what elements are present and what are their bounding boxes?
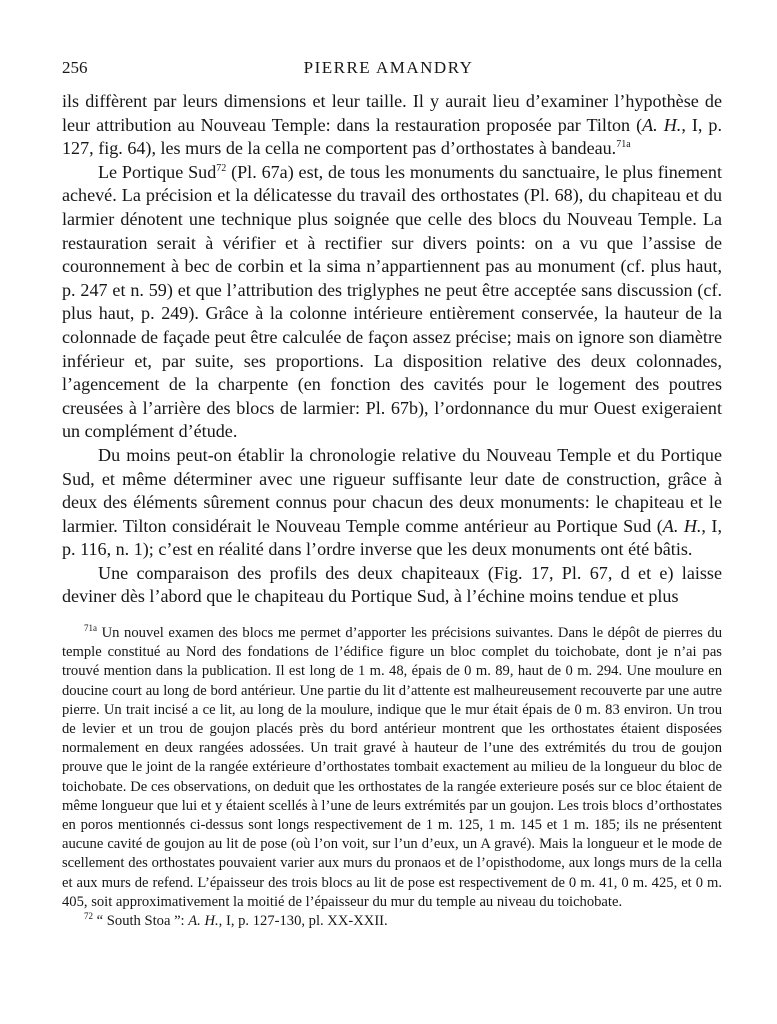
footnote-mark-72: 72	[84, 911, 93, 922]
paragraph-3	[62, 444, 722, 562]
paragraph-2	[62, 161, 722, 444]
paragraph-3-text-a: Du moins peut-on établir la chronologie relative du Nouveau Temple et du Portique Sud, et même déterminer avec une rigueur suffisante leur date de construction, grâce à deux des éléments sûrement connus pour chacun des deux monuments: le chapiteau et le larmier. Tilton considérait le Nouveau Temple comme antérieur au Portique Sud (	[62, 444, 722, 536]
paragraph-1-text-a: ils diffèrent par leurs dimensions et leur taille. Il y aurait lieu d’examiner l’hypothèse de leur attribution au Nouveau Temple: dans la restauration proposée par Tilton (	[62, 91, 722, 135]
paragraph-3-text-b: , I, p. 116, n. 1); c’est en réalité dans l’ordre inverse que les deux monuments ont été bâtis.	[62, 515, 722, 560]
footnote-mark-71a: 71a	[84, 623, 97, 634]
footnote-ref-72[interactable]: 72	[216, 162, 227, 174]
paragraph-1	[62, 90, 722, 161]
page-header	[62, 52, 715, 86]
footnote-71a-text: Un nouvel examen des blocs me permet d’apporter les précisions suivantes. Dans le dépôt de pierres du temple constitué au Nord des fondations de l’édifice figure un bloc complet du toichobate, dont je n’ai pas trouvé mention dans la publication. Il est long de 1 m. 48, épais de 0 m. 89, haut de 0 m. 294. Une moulure en doucine court au long de bord antérieur. Une partie du lit d’attente est malheureusement recouverte par une autre pierre. Un trait incisé a ce lit, au long de la moulure, indique que le mur était épais de 0 m. 83 environ. Un trou de levier et un trou de goujon placés près du bord antérieur montrent que les orthostates étaient disposées normalement en deux rangées adossées. Un trait gravé à hauteur de l’une des extrémités du trou de goujon prouve que le joint de la rangée extérieure d’orthostates tombait exactement au milieu de la longueur du bloc de toichobate. De ces observations, on deduit que les orthostates de la rangée exterieure posés sur ce bloc étaient de même longueur que lui et y étaient scellés à l’une de leurs extrémités par un goujon. Les trois blocs d’orthostates en poros mentionnés ci-dessus sont longs respectivement de 1 m. 125, 1 m. 145 et 1 m. 185; ils ne présentent aucune cavité de goujon au lit de pose (où l’on voit, sur l’un d’eux, un A gravé). Mais la longueur et le mode de scellement des orthostates pouvaient varier aux murs du pronaos et de l’opisthodome, aux longs murs de la cella et aux murs de refend. L’épaisseur des trois blocs au lit de pose est respectivement de 0 m. 41, 0 m. 425, et 0 m. 405, soit approximativement la moitié de l’épaisseur du mur du temple au niveau du toichobate.	[62, 625, 722, 910]
footnote-72-text-b: , I, p. 127-130, pl. XX-XXII.	[218, 913, 388, 930]
paragraph-4: Une comparaison des profils des deux chapiteaux (Fig. 17, Pl. 67, d et e) laisse deviner dès l’abord que le chapiteau du Portique Sud, à l’échine moins tendue et plus	[62, 562, 722, 607]
citation-abbrev: A. H.	[188, 913, 219, 930]
paragraph-2-text-a: Le Portique Sud	[98, 161, 217, 182]
citation-abbrev: A. H.	[662, 515, 702, 536]
paragraph-2-text-b: (Pl. 67a) est, de tous les monuments du sanctuaire, le plus finement achevé. La précision et la délicatesse du travail des orthostates (Pl. 68), du chapiteau et du larmier dénotent une technique plus soignée que celle des blocs du Nouveau Temple. La restauration serait à vérifier et à rectifier sur divers points: on a vu que l’assise de couronnement à bec de corbin et la sima n’appartiennent pas au monument (cf. plus haut, p. 247 et n. 59) et que l’attribution des triglyphes ne peut être acceptée sans discussion (cf. plus haut, p. 249). Grâce à la colonne intérieure entièrement conservée, la hauteur de la colonnade de façade peut être calculée de façon assez précise; mais on ignore son diamètre inférieur et, par suite, ses proportions. La disposition relative des deux colonnades, l’agencement de la charpente (en fonction des cavités pour le logement des poutres creusées à l’arrière des blocs de larmier: Pl. 67b), l’ordonnance du mur Ouest exigeraient un complément d’étude.	[62, 161, 723, 442]
running-title: PIERRE AMANDRY	[303, 58, 474, 77]
main-text	[62, 90, 722, 609]
footnote-72	[62, 912, 722, 931]
page-number: 256	[62, 58, 88, 77]
footnote-72-text-a: “ South Stoa ”:	[93, 913, 189, 930]
footnote-71a	[62, 624, 722, 912]
paragraph-1-text-b: , I, p. 127, fig. 64), les murs de la cella ne comportent pas d’orthostates à bandeau.	[62, 114, 722, 159]
footnotes	[62, 624, 722, 931]
citation-abbrev: A. H.	[642, 114, 682, 135]
footnote-ref-71a[interactable]: 71a	[616, 139, 631, 151]
